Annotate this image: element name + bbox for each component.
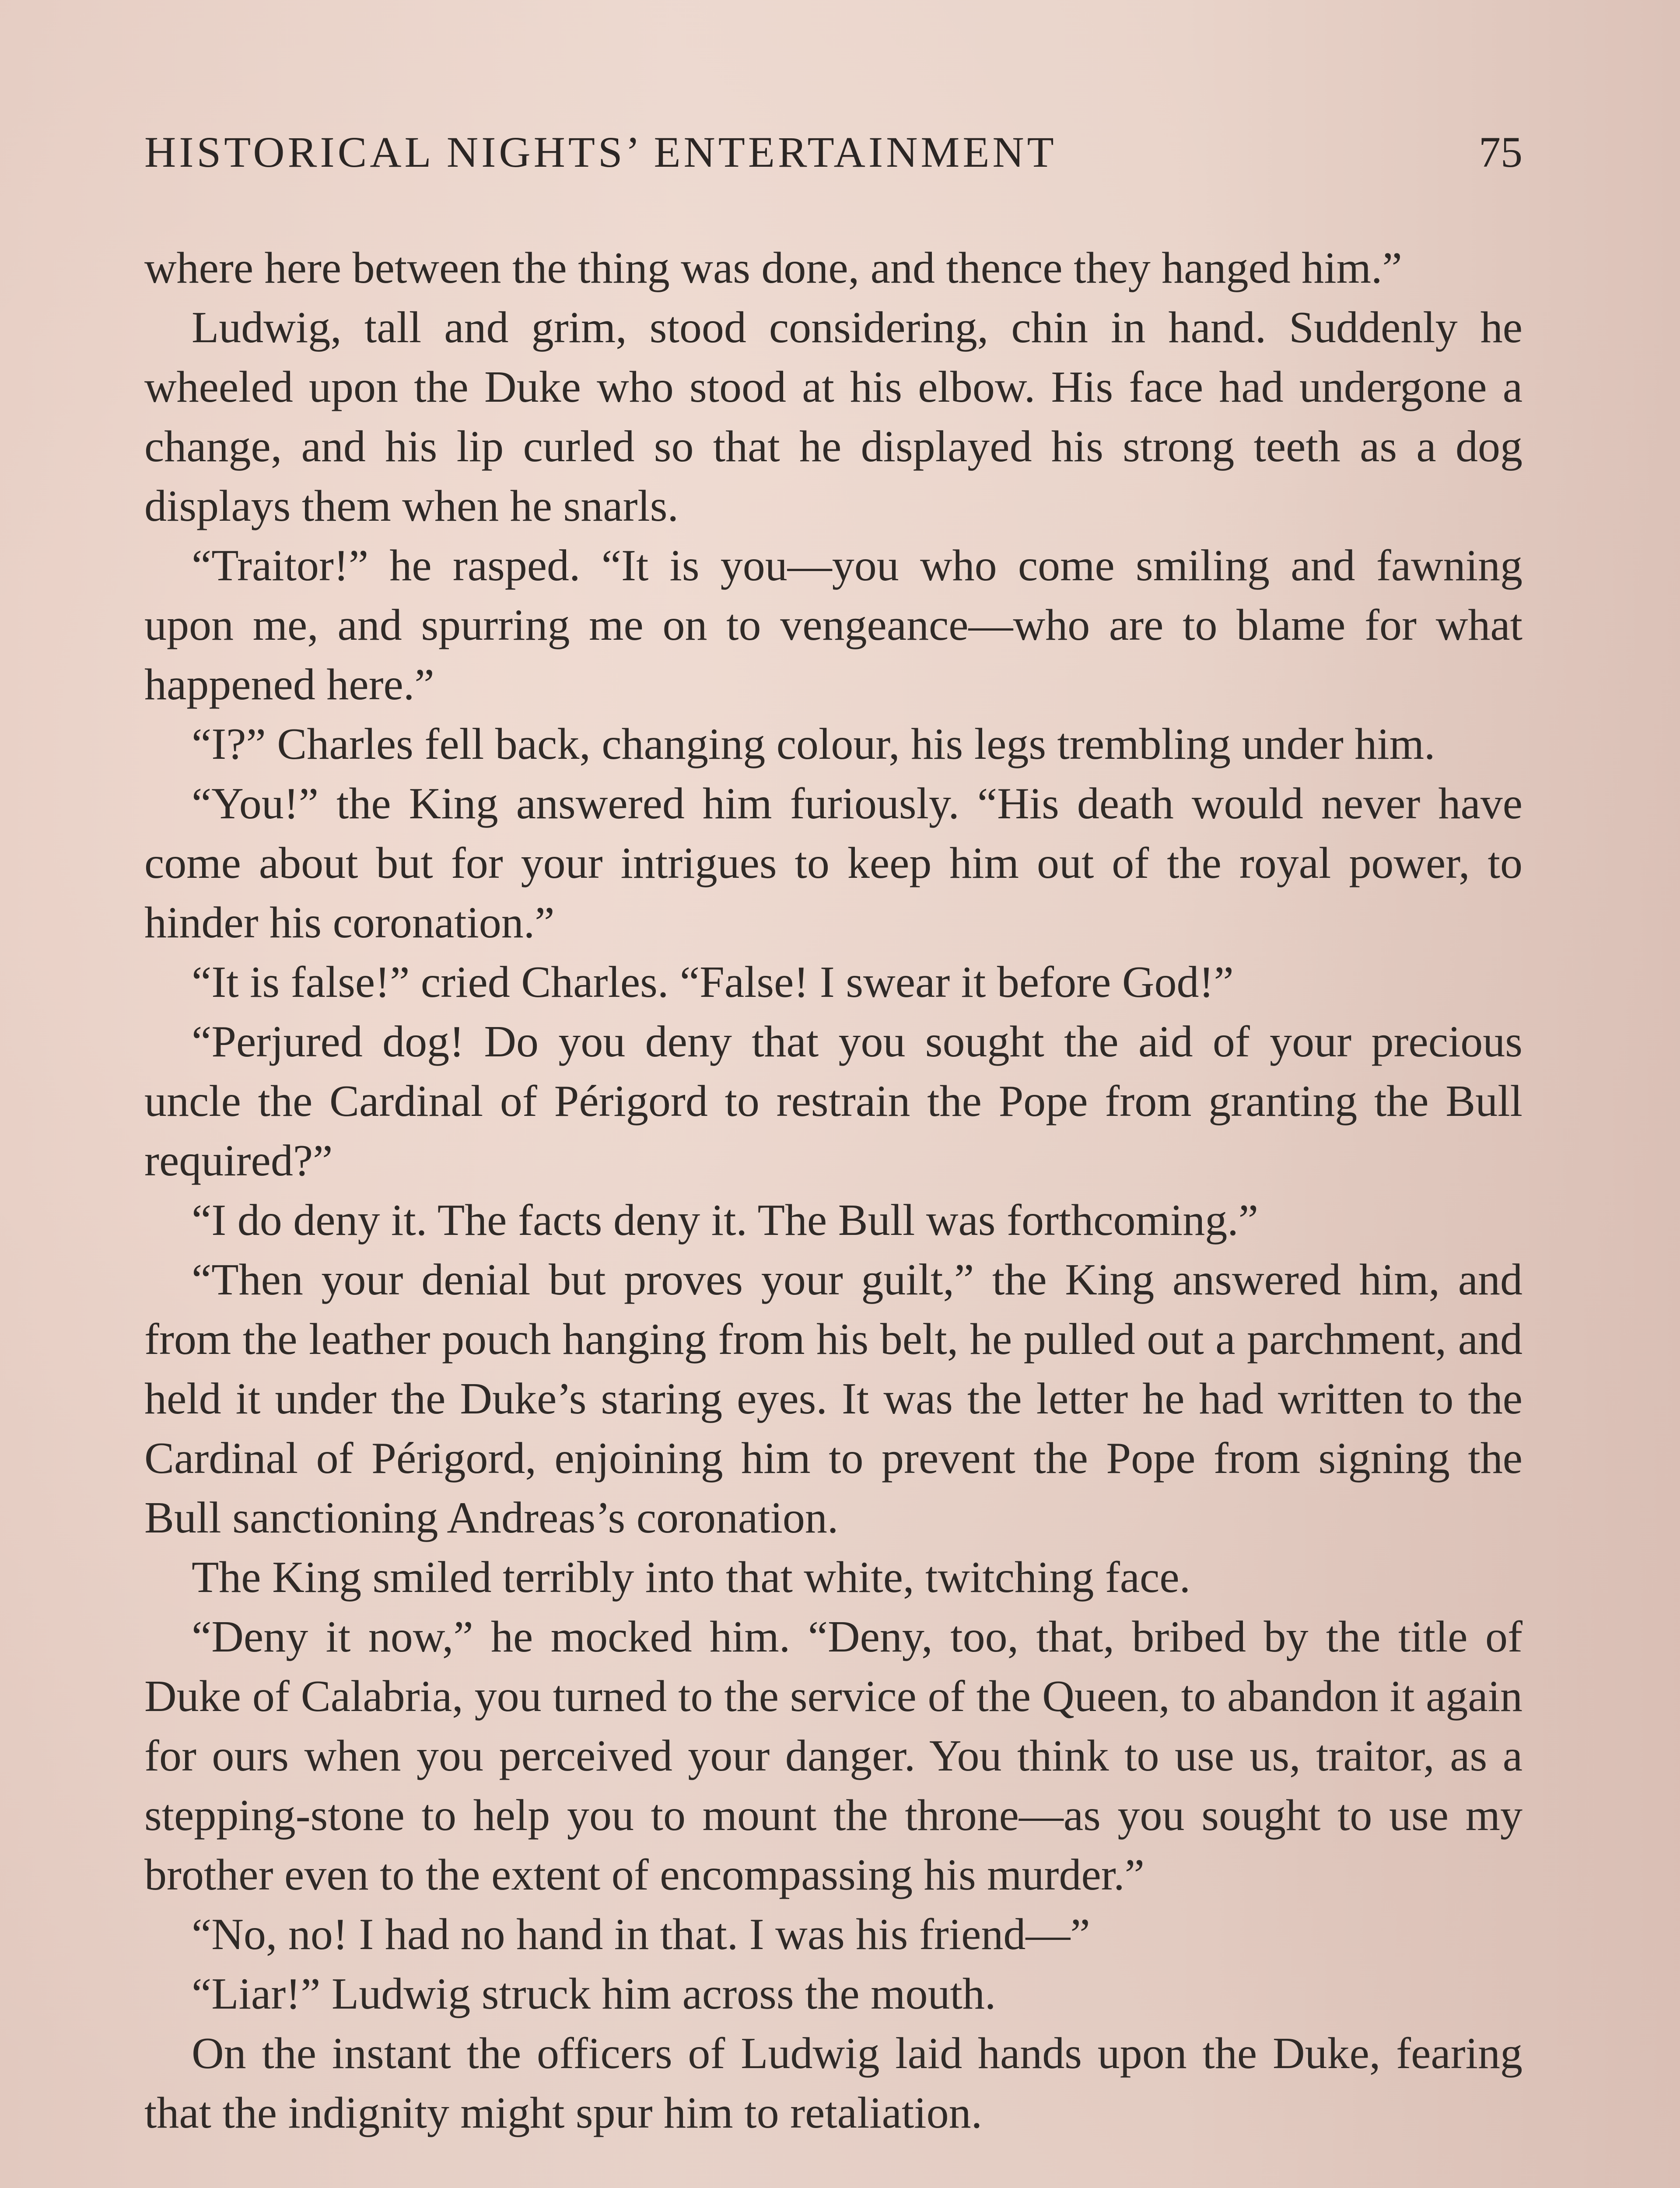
paragraph: “Deny it now,” he mocked him. “Deny, too, that, bribed by the title of Duke of Calabria, you turned to the service of the Queen, to abandon it again for ours when you perceived your danger. You think to use us, traitor, as a stepping-stone to help you to mount the throne—as you sought to use my brother even to the extent of encompassing his murder.” bbox=[144, 1612, 1522, 1900]
paragraph: where here between the thing was done, and thence they hanged him.” bbox=[144, 243, 1402, 293]
paragraph: “Then your denial but proves your guilt,” the King answered him, and from the leather pouch hanging from his belt, he pulled out a parchment, and held it under the Duke’s staring eyes. It was the letter he had written to the Cardinal of Périgord, enjoining him to prevent the Pope from signing the Bull sanctioning Andreas’s coronation. bbox=[144, 1255, 1522, 1543]
paragraph: “No, no! I had no hand in that. I was his friend—” bbox=[192, 1910, 1090, 1959]
paragraph: On the instant the officers of Ludwig laid hands upon the Duke, fearing that the indignity might spur him to retaliation. bbox=[144, 2029, 1522, 2138]
page-number: 75 bbox=[1479, 128, 1522, 176]
paragraph: “It is false!” cried Charles. “False! I swear it before God!” bbox=[192, 957, 1234, 1007]
paragraph: “You!” the King answered him furiously. “His death would never have come about but for your intrigues to keep him out of the royal power, to hinder his coronation.” bbox=[144, 779, 1522, 947]
running-title: HISTORICAL NIGHTS’ ENTERTAINMENT bbox=[144, 128, 1057, 176]
paragraph: The King smiled terribly into that white, twitching face. bbox=[192, 1553, 1191, 1602]
paragraph: “I?” Charles fell back, changing colour, his legs trembling under him. bbox=[192, 719, 1435, 769]
paragraph: “I do deny it. The facts deny it. The Bull was forthcoming.” bbox=[192, 1196, 1258, 1245]
paragraph: “Liar!” Ludwig struck him across the mouth. bbox=[192, 1969, 996, 2019]
body-text bbox=[144, 238, 1522, 2143]
paragraph: “Traitor!” he rasped. “It is you—you who come smiling and fawning upon me, and spurring me on to vengeance—who are to blame for what happened here.” bbox=[144, 541, 1522, 709]
paragraph: “Perjured dog! Do you deny that you sought the aid of your precious uncle the Cardinal of Périgord to restrain the Pope from granting the Bull required?” bbox=[144, 1017, 1522, 1185]
running-header bbox=[144, 127, 1522, 188]
paragraph: Ludwig, tall and grim, stood considering, chin in hand. Suddenly he wheeled upon the Duke who stood at his elbow. His face had undergone a change, and his lip curled so that he displayed his strong teeth as a dog displays them when he snarls. bbox=[144, 303, 1522, 531]
